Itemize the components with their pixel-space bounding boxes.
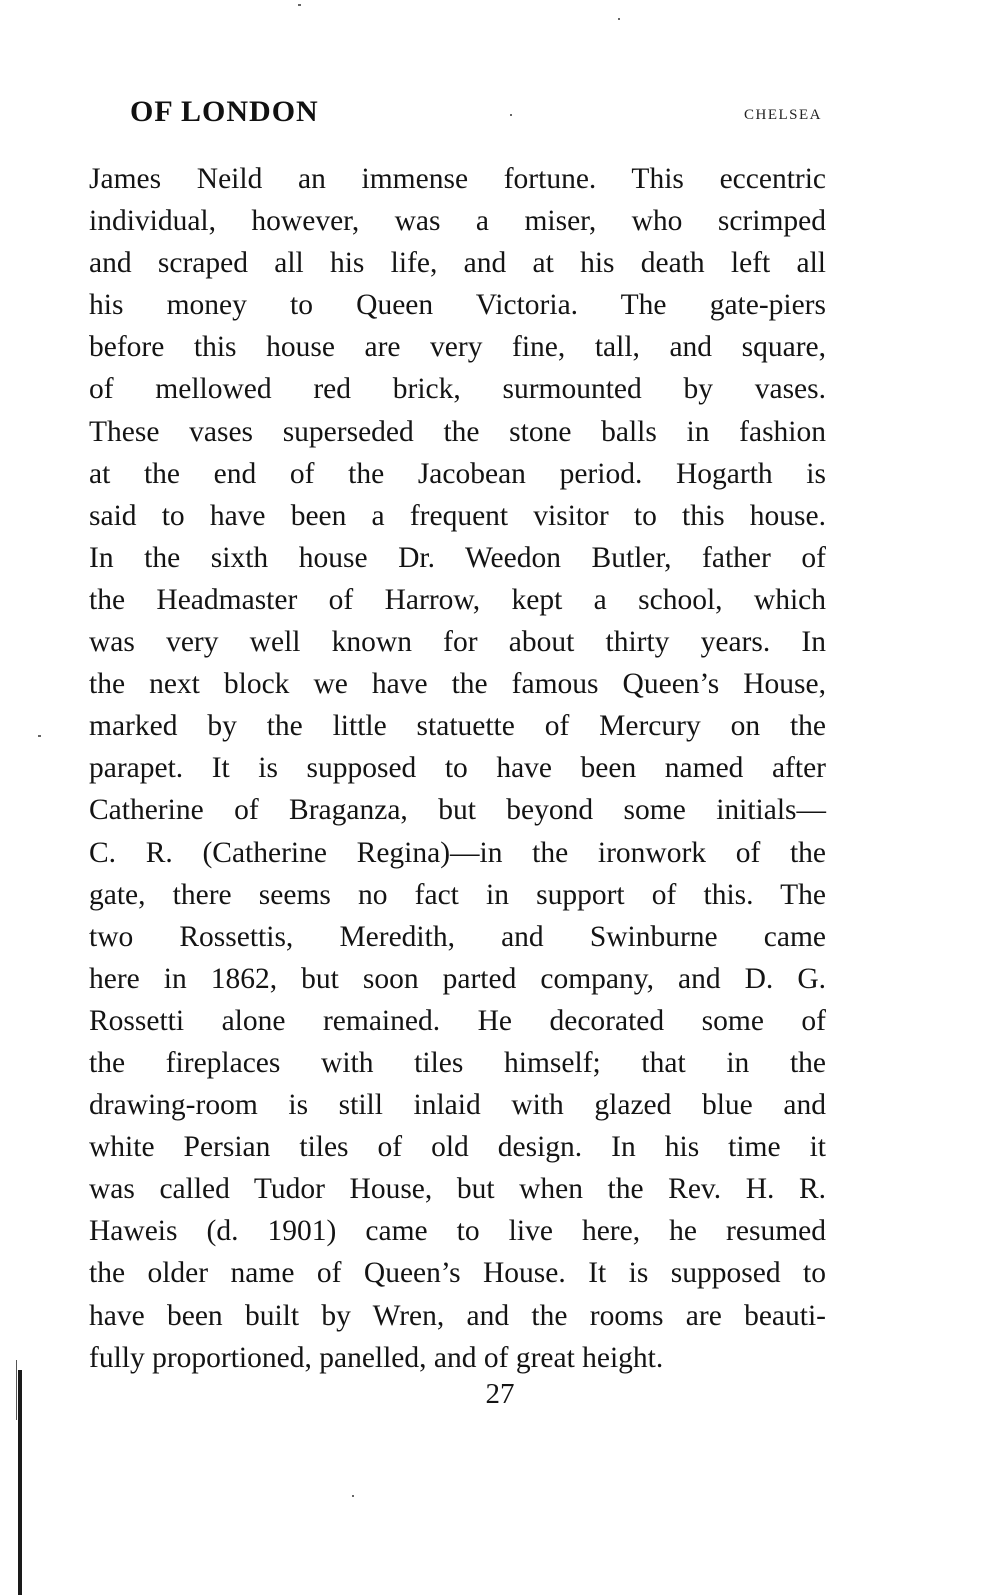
scan-speck — [510, 114, 512, 116]
body-text — [89, 158, 826, 1379]
text-line: said to have been a frequent visitor to this house. — [89, 499, 826, 532]
scan-speck — [38, 735, 41, 737]
text-line: individual, however, was a miser, who scrimped — [89, 205, 826, 238]
text-line: C. R. (Catherine Regina)—in the ironwork of the — [89, 836, 826, 869]
text-line: of mellowed red brick, surmounted by vases. — [89, 373, 826, 406]
text-line: at the end of the Jacobean period. Hogarth is — [89, 457, 826, 490]
text-line: These vases superseded the stone balls in fashion — [89, 415, 826, 448]
scan-speck — [352, 1495, 354, 1497]
text-line: was called Tudor House, but when the Rev. H. R. — [89, 1173, 826, 1206]
scan-edge-mark-thin — [16, 1360, 17, 1420]
text-line: two Rossettis, Meredith, and Swinburne came — [89, 920, 826, 953]
text-line: Rossetti alone remained. He decorated some of — [89, 1004, 826, 1037]
running-head-title: OF LONDON — [130, 95, 319, 128]
running-head — [130, 95, 822, 135]
text-line: drawing-room is still inlaid with glazed blue and — [89, 1089, 826, 1122]
text-line: the next block we have the famous Queen’s House, — [89, 668, 826, 701]
text-line: the fireplaces with tiles himself; that in the — [89, 1046, 826, 1079]
text-line: In the sixth house Dr. Weedon Butler, father of — [89, 541, 826, 574]
text-line: Haweis (d. 1901) came to live here, he resumed — [89, 1215, 826, 1248]
text-line: the older name of Queen’s House. It is supposed to — [89, 1257, 826, 1290]
text-line: white Persian tiles of old design. In his time it — [89, 1131, 826, 1164]
text-line: before this house are very fine, tall, and square, — [89, 331, 826, 364]
text-line: marked by the little statuette of Mercury on the — [89, 710, 826, 743]
text-line: gate, there seems no fact in support of this. The — [89, 878, 826, 911]
page-number: 27 — [485, 1378, 515, 1410]
running-head-section: CHELSEA — [744, 107, 822, 123]
scan-speck — [618, 18, 620, 20]
text-line: have been built by Wren, and the rooms are beauti- — [89, 1299, 826, 1332]
scan-speck — [298, 4, 301, 6]
text-line: parapet. It is supposed to have been named after — [89, 752, 826, 785]
scan-edge-mark — [18, 1370, 22, 1595]
text-line: the Headmaster of Harrow, kept a school, which — [89, 583, 826, 616]
text-line: here in 1862, but soon parted company, and D. G. — [89, 962, 826, 995]
text-line: Catherine of Braganza, but beyond some initials— — [89, 794, 826, 827]
text-line: his money to Queen Victoria. The gate-piers — [89, 289, 826, 322]
text-line: fully proportioned, panelled, and of great height. — [89, 1341, 664, 1374]
text-line: James Neild an immense fortune. This eccentric — [89, 163, 826, 195]
text-line: and scraped all his life, and at his death left all — [89, 247, 826, 280]
text-line: was very well known for about thirty years. In — [89, 626, 826, 659]
